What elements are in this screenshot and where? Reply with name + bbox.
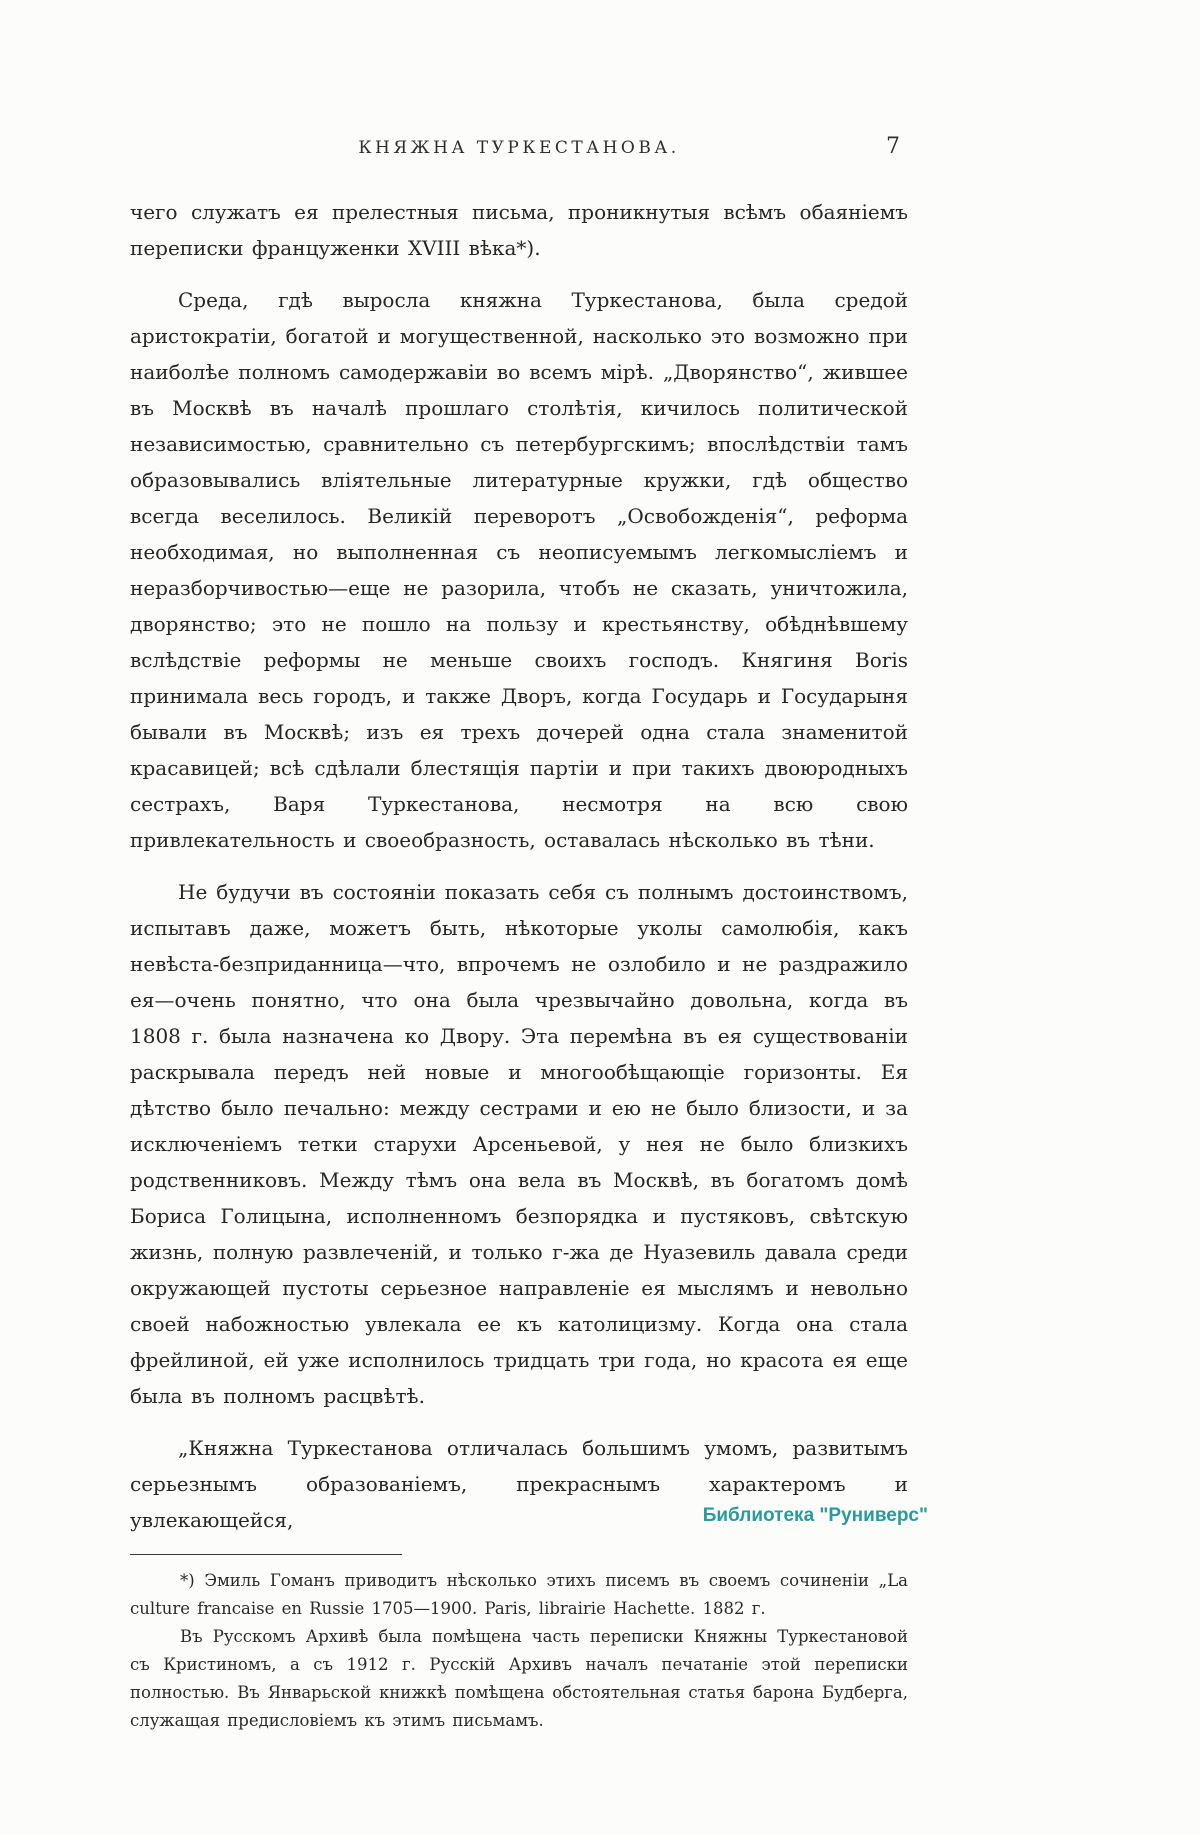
page-header [130,134,908,168]
footnote-divider [130,1554,402,1555]
footnote-paragraph: *) Эмиль Гоманъ приводитъ нѣсколько этихъ писемъ въ своемъ сочиненіи „La culture francaise en Russie 1705—1900. Paris, librairie Hachette. 1882 г. [130,1571,908,1618]
library-watermark: Библиотека "Руниверс" [702,1505,928,1526]
page-number: 7 [886,134,900,159]
running-title: КНЯЖНА ТУРКЕСТАНОВА. [358,138,680,158]
text-column [130,0,908,1735]
footnote-block [130,1554,908,1735]
paragraph: Среда, гдѣ выросла княжна Туркестанова, была средой аристократіи, богатой и могущественной, насколько это возможно при наиболѣе полномъ самодержавіи во всемъ мірѣ. „Дворянство“, жившее въ Москвѣ въ началѣ прошлаго столѣтія, кичилось политической независимостью, сравнительно съ петербургскимъ; впослѣдствіи тамъ образовывались вліятельные литературные кружки, гдѣ общество всегда веселилось. Великій переворотъ „Освобожденія“, реформа необходимая, но выполненная съ неописуемымъ легкомысліемъ и неразборчивостью—еще не разорила, чтобъ не сказать, уничтожила, дворянство; это не пошло на пользу и крестьянству, обѣднѣвшему вслѣдствіе реформы не меньше своихъ господъ. Княгиня Boris принимала весь городъ, и также Дворъ, когда Государь и Государыня бывали въ Москвѣ; изъ ея трехъ дочерей одна стала знаменитой красавицей; всѣ сдѣлали блестящія партіи и при такихъ двоюродныхъ сестрахъ, Варя Туркестанова, несмотря на всю свою привлекательность и своеобразность, оставалась нѣсколько въ тѣни. [130,288,908,852]
footnote-paragraph: Въ Русскомъ Архивѣ была помѣщена часть переписки Княжны Туркестановой съ Кристиномъ, а съ 1912 г. Русскій Архивъ началъ печатаніе этой переписки полностью. Въ Январьской книжкѣ помѣщена обстоятельная статья барона Будберга, служащая предисловіемъ къ этимъ письмамъ. [130,1627,908,1730]
paragraph: „Княжна Туркестанова отличалась большимъ умомъ, развитымъ серьезнымъ образованіемъ, прекраснымъ характеромъ и увлекающейся, [130,1436,908,1532]
paragraph: Не будучи въ состояніи показать себя съ полнымъ достоинствомъ, испытавъ даже, можетъ быть, нѣкоторые уколы самолюбія, какъ невѣста-безприданница—что, впрочемъ не озлобило и не раздражило ея—очень понятно, что она была чрезвычайно довольна, когда въ 1808 г. была назначена ко Двору. Эта перемѣна въ ея существованіи раскрывала передъ ней новые и многообѣщающіе горизонты. Ея дѣтство было печально: между сестрами и ею не было близости, и за исключеніемъ тетки старухи Арсеньевой, у нея не было близкихъ родственниковъ. Между тѣмъ она вела въ Москвѣ, въ богатомъ домѣ Бориса Голицына, исполненномъ безпорядка и пустяковъ, свѣтскую жизнь, полную развлеченій, и только г-жа де Нуазевиль давала среди окружающей пустоты серьезное направленіе ея мыслямъ и невольно своей набожностью увлекала ее къ католицизму. Когда она стала фрейлиной, ей уже исполнилось тридцать три года, но красота ея еще была въ полномъ расцвѣтѣ. [130,880,908,1408]
paragraph-continuation: чего служатъ ея прелестныя письма, проникнутыя всѣмъ обаяніемъ переписки француженки XVIII вѣка*). [130,200,908,260]
body-text [130,194,908,1538]
